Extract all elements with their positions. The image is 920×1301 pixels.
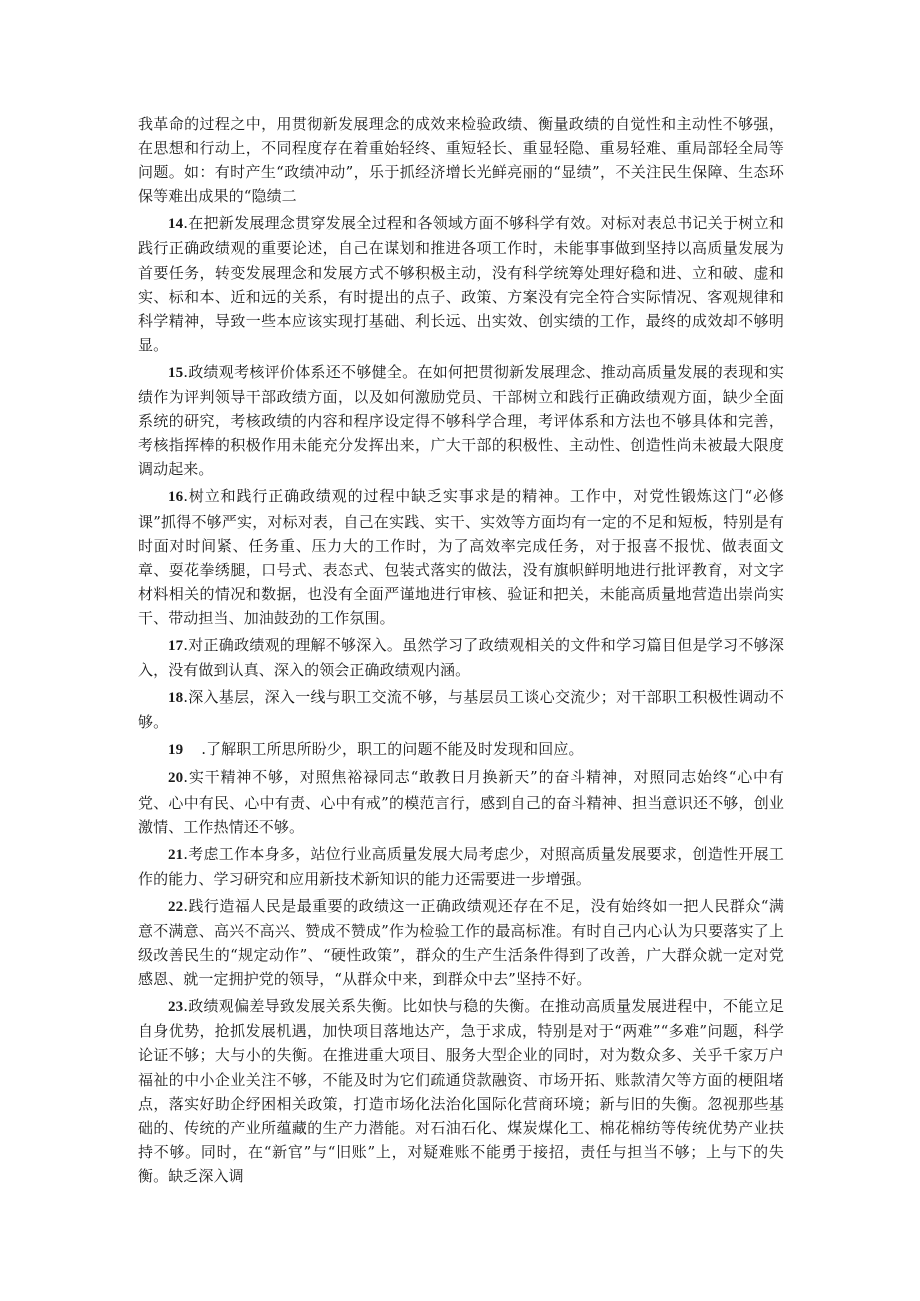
paragraph-19	[138, 737, 784, 762]
paragraph-text: .深入基层，深入一线与职工交流不够，与基层员工谈心交流少；对干部职工积极性调动不够。	[138, 688, 784, 732]
paragraph-text: .对正确政绩观的理解不够深入。虽然学习了政绩观相关的文件和学习篇目但是学习不够深入，没有做到认真、深入的领会正确政绩观内涵。	[138, 635, 784, 680]
paragraph-text: 我革命的过程之中，用贯彻新发展理念的成效来检验政绩、衡量政绩的自觉性和主动性不够强，在思想和行动上，不同程度存在着重始轻终、重短轻长、重显轻隐、重易轻难、重局部轻全局等问题。如：有时产生“政绩冲动”，乐于抓经济增长光鲜亮丽的“显绩”，不关注民生保障、生态环保等难出成果的“隐绩二	[138, 115, 784, 206]
paragraph-text: .政绩观偏差导致发展关系失衡。比如快与稳的失衡。在推动高质量发展进程中，不能立足自身优势，抢抓发展机遇，加快项目落地达产，急于求成，特别是对于“两难”“多难”问题，科学论证不够；大与小的失衡。在推进重大项目、服务大型企业的同时，对为数众多、关乎千家万户福祉的中小企业关注不够，不能及时为它们疏通贷款融资、市场开拓、账款清欠等方面的梗阻堵点，落实好助企纾困相关政策，打造市场化法治化国际化营商环境；新与旧的失衡。忽视那些基础的、传统的产业所蕴藏的生产力潜能。对石油石化、煤炭煤化工、棉花棉纺等传统优势产业扶持不够。同时，在“新官”与“旧账”上，对疑难账不能勇于接招，责任与担当不够；上与下的失衡。缺乏深入调	[138, 997, 784, 1185]
paragraph-22	[138, 894, 784, 991]
paragraph-number: 18	[168, 690, 184, 707]
paragraph-number: 23	[168, 999, 184, 1016]
paragraph-18	[138, 685, 784, 734]
paragraph-text: .在把新发展理念贯穿发展全过程和各领域方面不够科学有效。对标对表总书记关于树立和践行正确政绩观的重要论述，自己在谋划和推进各项工作时，未能事事做到坚持以高质量发展为首要任务，转变发展理念和发展方式不够积极主动，没有科学统筹处理好稳和进、立和破、虚和实、标和本、近和远的关系，有时提出的点子、政策、方案没有完全符合实际情况、客观规律和科学精神，导致一些本应该实现打基础、利长远、出实效、创实绩的工作，最终的成效却不够明显。	[138, 214, 784, 354]
paragraph-number: 21	[168, 846, 184, 863]
paragraph-17	[138, 633, 784, 682]
paragraph-continuation	[138, 112, 784, 208]
paragraph-text: .践行造福人民是最重要的政绩这一正确政绩观还存在不足，没有始终如一把人民群众“满意不满意、高兴不高兴、赞成不赞成”作为检验工作的最高标准。有时自己内心认为只要落实了上级改善民生的“规定动作”、“硬性政策”，群众的生产生活条件得到了改善，广大群众就一定对党感恩、就一定拥护党的领导，“从群众中来，到群众中去”坚持不好。	[138, 896, 784, 989]
paragraph-text: .树立和践行正确政绩观的过程中缺乏实事求是的精神。工作中，对党性锻炼这门“必修课”抓得不够严实，对标对表，自己在实践、实干、实效等方面均有一定的不足和短板，特别是有时面对时间紧、任务重、压力大的工作时，为了高效率完成任务，对于报喜不报忧、做表面文章、耍花拳绣腿，口号式、表态式、包装式落实的做法，没有旗帜鲜明地进行批评教育，对文字材料相关的情况和数据，也没有全面严谨地进行审核、验证和把关，未能高质量地营造出崇尚实干、带动担当、加油鼓劲的工作氛围。	[138, 487, 784, 627]
paragraph-16	[138, 484, 784, 630]
paragraph-15	[138, 360, 784, 481]
paragraph-text: .了解职工所思所盼少，职工的问题不能及时发现和回应。	[201, 740, 584, 759]
paragraph-20	[138, 765, 784, 838]
paragraph-23	[138, 994, 784, 1188]
paragraph-text: .实干精神不够，对照焦裕禄同志“敢教日月换新天”的奋斗精神，对照同志始终“心中有党、心中有民、心中有责、心中有戒”的模范言行，感到自己的奋斗精神、担当意识还不够，创业激情、工作热情还不够。	[138, 768, 784, 836]
paragraph-number: 17	[168, 637, 184, 654]
paragraph-number: 15	[168, 364, 184, 381]
paragraph-number: 19	[168, 742, 184, 759]
paragraph-number: 14	[168, 216, 184, 233]
paragraph-number: 20	[168, 770, 184, 787]
document-page	[138, 112, 784, 1191]
paragraph-text: .考虑工作本身多，站位行业高质量发展大局考虑少，对照高质量发展要求，创造性开展工作的能力、学习研究和应用新技术新知识的能力还需要进一步增强。	[138, 844, 784, 888]
paragraph-number: 16	[168, 489, 184, 506]
paragraph-text: .政绩观考核评价体系还不够健全。在如何把贯彻新发展理念、推动高质量发展的表现和实绩作为评判领导干部政绩方面，以及如何激励党员、干部树立和践行正确政绩观方面，缺少全面系统的研究，考核政绩的内容和程序设定得不够科学合理，考评体系和方法也不够具体和完善，考核指挥棒的积极作用未能充分发挥出来，广大干部的积极性、主动性、创造性尚未被最大限度调动起来。	[138, 362, 784, 479]
paragraph-21	[138, 842, 784, 891]
paragraph-number: 22	[168, 898, 184, 915]
paragraph-14	[138, 211, 784, 357]
